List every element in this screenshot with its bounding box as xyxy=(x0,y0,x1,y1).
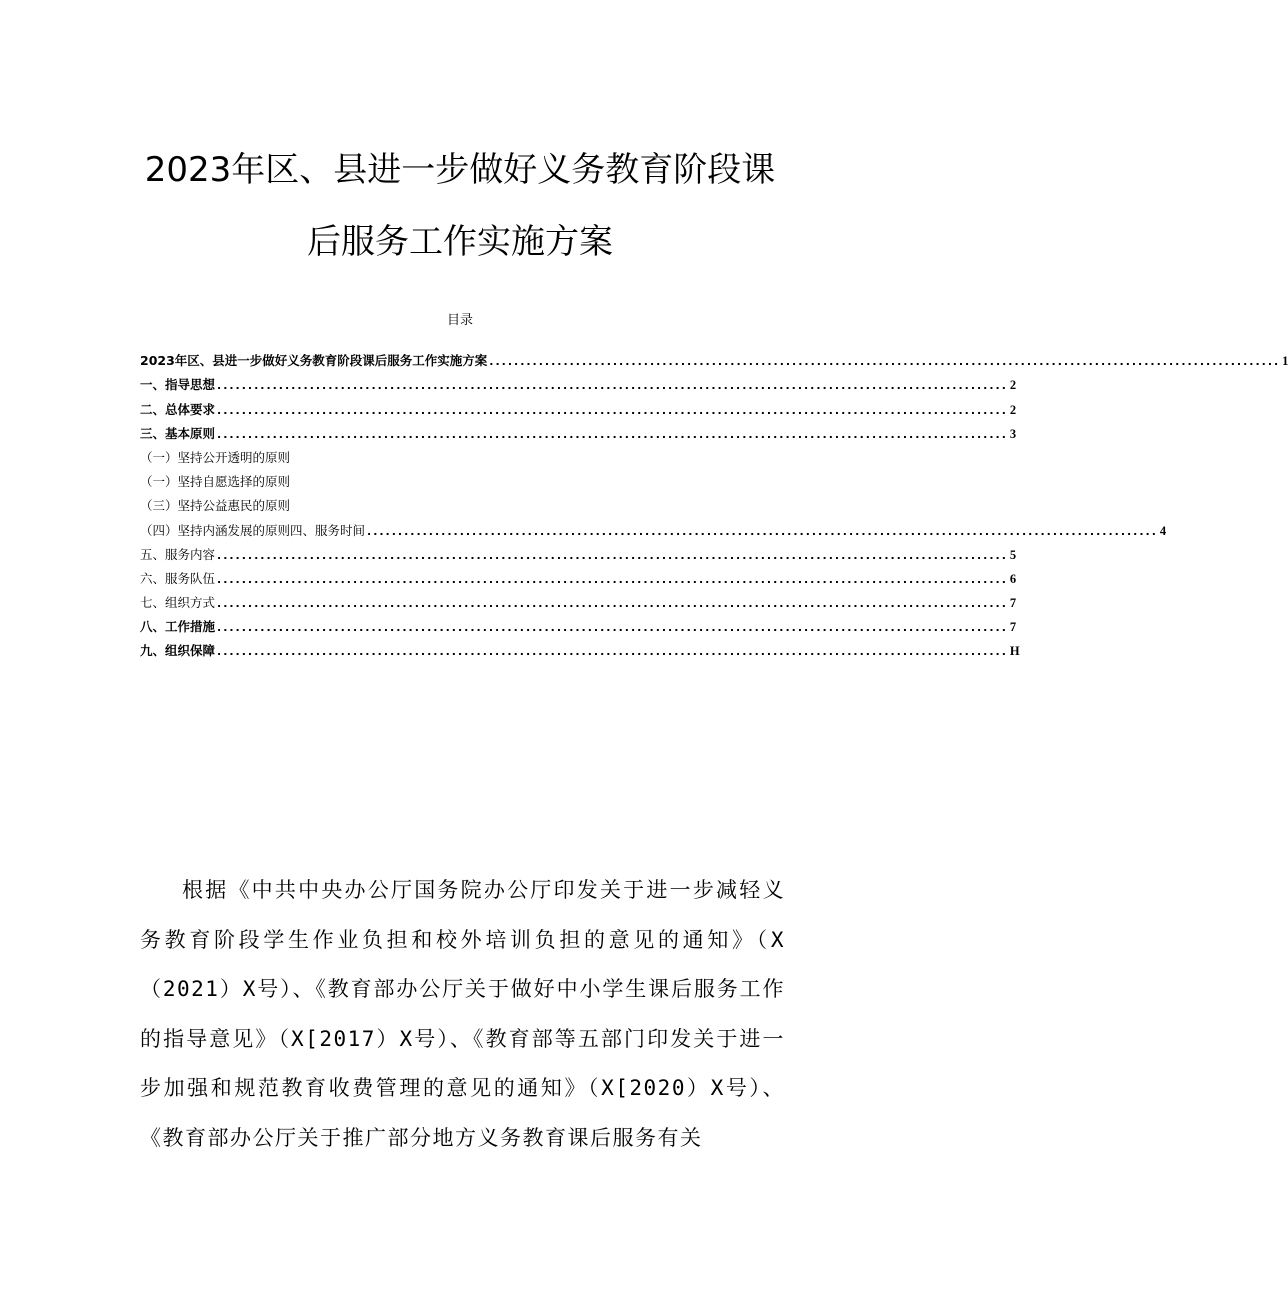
toc-entry-page: 3 xyxy=(1009,426,1017,441)
toc-heading: 目录 xyxy=(446,313,473,328)
toc-entry-document-title[interactable] xyxy=(140,345,1288,369)
toc-leader-dots: ................................................................................................................................ xyxy=(217,403,1008,417)
toc-entry-general-requirements[interactable] xyxy=(140,393,1017,417)
toc-entry-title: 三、基本原则 xyxy=(140,425,216,441)
toc-leader-dots: ................................................................................................................................ xyxy=(217,621,1008,635)
toc-entry-page: 2 xyxy=(1009,378,1017,393)
toc-entry-title: 七、组织方式 xyxy=(140,595,216,611)
toc-entry-title: （一）坚持自愿选择的原则 xyxy=(140,474,291,490)
toc-entry-service-team[interactable] xyxy=(140,563,1017,587)
toc-leader-dots: ................................................................................................................................ xyxy=(217,379,1008,393)
toc-entry-title: 二、总体要求 xyxy=(140,401,216,417)
toc-entry-title: （三）坚持公益惠民的原则 xyxy=(140,498,291,514)
toc-entry-voluntary-principle[interactable] xyxy=(140,466,780,490)
toc-leader-dots: ................................................................................................................................ xyxy=(217,427,1008,441)
toc-entry-page: 7 xyxy=(1009,620,1017,635)
toc-entry-title: 2023年区、县进一步做好义务教育阶段课后服务工作实施方案 xyxy=(140,353,488,369)
toc-entry-guiding-ideology[interactable] xyxy=(140,369,1017,393)
toc-entry-organizational-guarantee[interactable] xyxy=(140,635,1020,659)
toc-leader-dots: ................................................................................................................................ xyxy=(367,524,1158,538)
toc-entry-page: 6 xyxy=(1009,571,1017,586)
toc-leader-dots: ................................................................................................................................ xyxy=(217,645,1008,659)
toc-entry-title: 六、服务队伍 xyxy=(140,570,216,586)
toc-leader-dots: ................................................................................................................................ xyxy=(489,355,1281,369)
toc-entry-page: 2 xyxy=(1009,402,1017,417)
body-paragraph: 根据《中共中央办公厅国务院办公厅印发关于进一步减轻义务教育阶段学生作业负担和校外培训负担的意见的通知》（X（2021）X号）、《教育部办公厅关于做好中小学生课后服务工作的指导意见》（X[2017）X号）、《教育部等五部门印发关于进一步加强和规范教育收费管理的意见的通知》（X[2020）X号）、《教育部办公厅关于推广部分地方义务教育课后服务有关 xyxy=(140,878,785,1150)
document-title-line-1: 2023年区、县进一步做好义务教育阶段课 xyxy=(144,150,776,190)
toc-entry-title: 五、服务内容 xyxy=(140,546,216,562)
toc-leader-dots: ................................................................................................................................ xyxy=(217,572,1008,586)
toc-entry-page: H xyxy=(1009,644,1020,659)
toc-leader-dots: ................................................................................................................................ xyxy=(217,548,1008,562)
toc-leader-dots: ................................................................................................................................ xyxy=(217,597,1008,611)
toc-entry-basic-principles[interactable] xyxy=(140,418,1017,442)
toc-entry-title: （一）坚持公开透明的原则 xyxy=(140,449,291,465)
toc-entry-title: 一、指导思想 xyxy=(140,377,216,393)
toc-entry-organization-method[interactable] xyxy=(140,587,1017,611)
toc-entry-title: （四）坚持内涵发展的原则四、服务时间 xyxy=(140,522,366,538)
toc-entry-service-time[interactable] xyxy=(140,514,1167,538)
toc-entry-page: 7 xyxy=(1009,596,1017,611)
toc-entry-page: 1 xyxy=(1282,354,1288,369)
toc-entry-work-measures[interactable] xyxy=(140,611,1017,635)
toc-entry-page: 5 xyxy=(1009,547,1017,562)
toc-entry-service-content[interactable] xyxy=(140,539,1017,563)
toc-entry-title: 八、工作措施 xyxy=(140,619,216,635)
toc-entry-openness-principle[interactable] xyxy=(140,442,780,466)
table-of-contents xyxy=(140,345,1288,659)
toc-entry-public-benefit-principle[interactable] xyxy=(140,490,780,514)
toc-entry-title: 九、组织保障 xyxy=(140,643,216,659)
toc-entry-page: 4 xyxy=(1159,523,1167,538)
document-title-line-2: 后服务工作实施方案 xyxy=(307,222,613,262)
